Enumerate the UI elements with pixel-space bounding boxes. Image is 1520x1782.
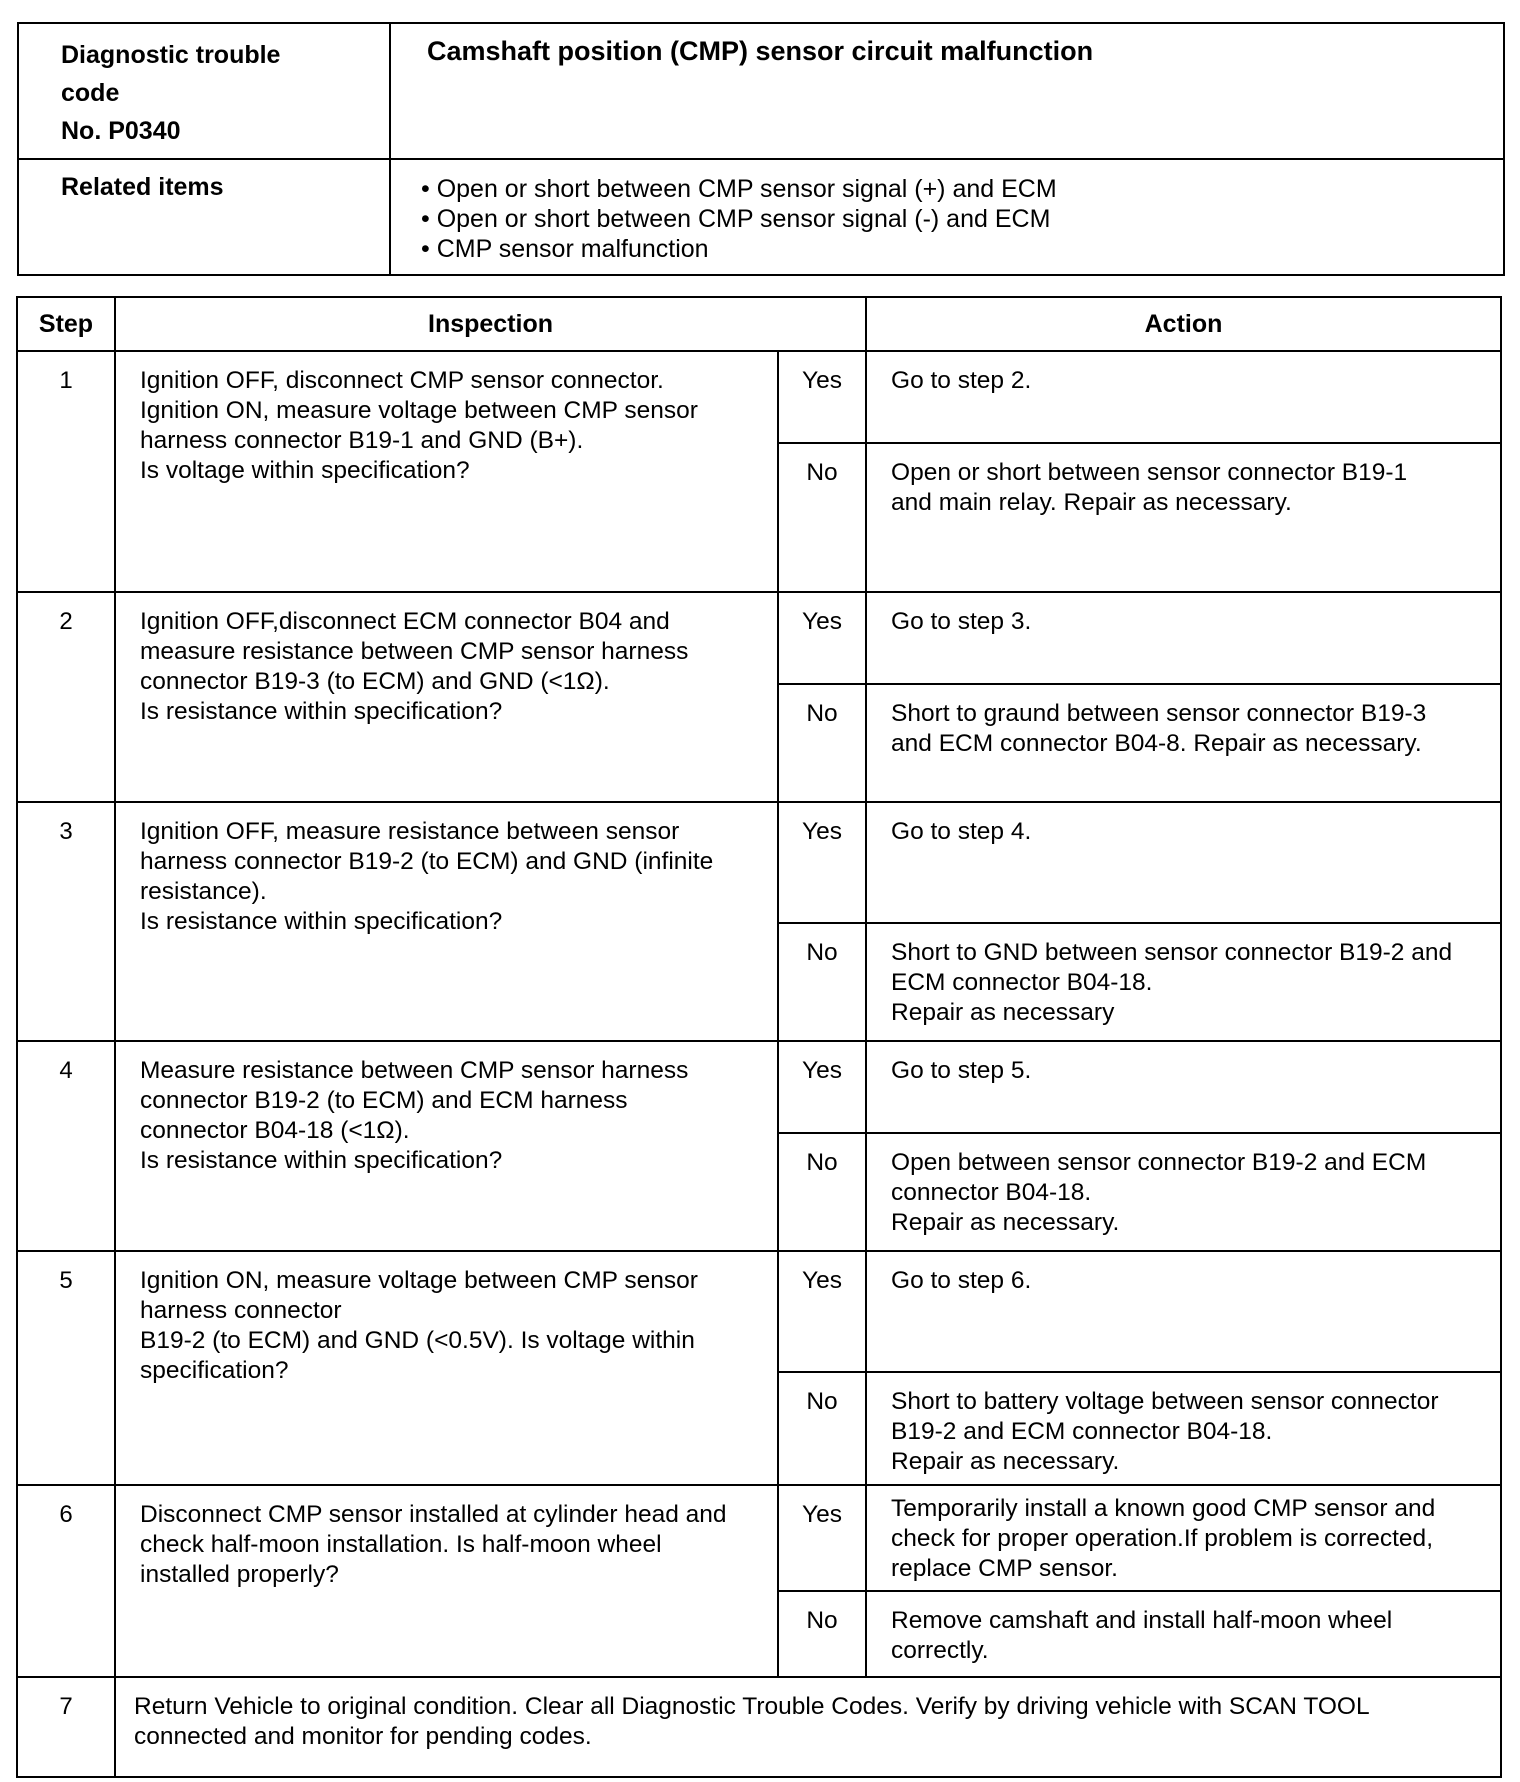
action-line: B19-2 and ECM connector B04-18.: [891, 1418, 1273, 1445]
step-number: 5: [17, 1251, 115, 1485]
yes-label: Yes: [778, 592, 866, 684]
related-items-label: Related items: [18, 159, 390, 275]
inspection-line: harness connector: [140, 1297, 342, 1324]
dtc-code-label: [18, 23, 390, 159]
no-action: [866, 923, 1501, 1041]
inspection-table: [16, 296, 1502, 1778]
no-label: No: [778, 443, 866, 592]
inspection-line: Ignition OFF,disconnect ECM connector B04 and: [140, 608, 670, 635]
yes-label: Yes: [778, 1485, 866, 1591]
yes-label: Yes: [778, 802, 866, 923]
related-item: • CMP sensor malfunction: [421, 235, 709, 263]
inspection-line: measure resistance between CMP sensor harness: [140, 638, 689, 665]
table-row: [17, 1251, 1501, 1372]
table-row: [17, 1041, 1501, 1133]
yes-action: [866, 592, 1501, 684]
dtc-label-line: No. P0340: [61, 117, 181, 145]
inspection-text: [115, 1041, 778, 1251]
yes-action: [866, 1485, 1501, 1591]
action-line: Go to step 5.: [891, 1057, 1032, 1084]
action-line: Temporarily install a known good CMP sensor and: [891, 1495, 1436, 1522]
action-line: Repair as necessary.: [891, 1209, 1120, 1236]
action-line: Repair as necessary.: [891, 1448, 1120, 1475]
table-row: [17, 351, 1501, 443]
step-number: 1: [17, 351, 115, 592]
action-line: replace CMP sensor.: [891, 1555, 1118, 1582]
no-action: [866, 443, 1501, 592]
action-line: Short to battery voltage between sensor connector: [891, 1388, 1439, 1415]
action-line: correctly.: [891, 1637, 989, 1664]
no-label: No: [778, 1591, 866, 1677]
inspection-line: Is resistance within specification?: [140, 908, 503, 935]
inspection-text: [115, 351, 778, 592]
no-action: [866, 1133, 1501, 1251]
related-item: • Open or short between CMP sensor signal (-) and ECM: [421, 205, 1051, 233]
table-row: [17, 592, 1501, 684]
column-header-action: Action: [866, 297, 1501, 351]
table-row: [17, 1677, 1501, 1777]
action-line: Short to GND between sensor connector B19-2 and: [891, 939, 1453, 966]
inspection-line: resistance).: [140, 878, 267, 905]
no-action: [866, 1591, 1501, 1677]
inspection-line: check half-moon installation. Is half-moon wheel: [140, 1531, 662, 1558]
inspection-line: installed properly?: [140, 1561, 339, 1588]
yes-action: [866, 802, 1501, 923]
inspection-line: Ignition ON, measure voltage between CMP sensor: [140, 397, 698, 424]
inspection-line: connector B19-3 (to ECM) and GND (<1Ω).: [140, 668, 610, 695]
step-number: 3: [17, 802, 115, 1041]
action-line: ECM connector B04-18.: [891, 969, 1153, 996]
table-row: [17, 802, 1501, 923]
inspection-line: B19-2 (to ECM) and GND (<0.5V). Is voltage within: [140, 1327, 695, 1354]
yes-label: Yes: [778, 1041, 866, 1133]
inspection-text: [115, 592, 778, 802]
step-number: 2: [17, 592, 115, 802]
inspection-line: connector B04-18 (<1Ω).: [140, 1117, 410, 1144]
step-number: 7: [17, 1677, 115, 1777]
inspection-line: connector B19-2 (to ECM) and ECM harness: [140, 1087, 628, 1114]
inspection-line: Ignition OFF, measure resistance between sensor: [140, 818, 680, 845]
action-line: Go to step 4.: [891, 818, 1032, 845]
yes-action: [866, 351, 1501, 443]
no-label: No: [778, 684, 866, 802]
dtc-label-line: Diagnostic trouble: [61, 41, 281, 69]
no-label: No: [778, 1133, 866, 1251]
yes-label: Yes: [778, 351, 866, 443]
inspection-line: Ignition ON, measure voltage between CMP sensor: [140, 1267, 698, 1294]
inspection-line: Is voltage within specification?: [140, 457, 470, 484]
no-label: No: [778, 1372, 866, 1485]
inspection-line: specification?: [140, 1357, 289, 1384]
action-line: connector B04-18.: [891, 1179, 1092, 1206]
step-number: 6: [17, 1485, 115, 1677]
related-item: • Open or short between CMP sensor signal (+) and ECM: [421, 175, 1057, 203]
final-step-line: Return Vehicle to original condition. Clear all Diagnostic Trouble Codes. Verify by driving vehicle with SCAN TOOL: [134, 1693, 1370, 1720]
no-action: [866, 684, 1501, 802]
dtc-label-line: code: [61, 79, 120, 107]
inspection-text: [115, 802, 778, 1041]
inspection-line: harness connector B19-1 and GND (B+).: [140, 427, 584, 454]
related-items-list: [390, 159, 1504, 275]
action-line: and main relay. Repair as necessary.: [891, 489, 1292, 516]
dtc-title: Camshaft position (CMP) sensor circuit malfunction: [390, 23, 1504, 159]
inspection-text: [115, 1485, 778, 1677]
inspection-text: [115, 1251, 778, 1485]
yes-label: Yes: [778, 1251, 866, 1372]
action-line: Short to graund between sensor connector B19-3: [891, 700, 1427, 727]
yes-action: [866, 1041, 1501, 1133]
action-line: Go to step 2.: [891, 367, 1032, 394]
action-line: Go to step 6.: [891, 1267, 1032, 1294]
inspection-line: Is resistance within specification?: [140, 698, 503, 725]
column-header-step: Step: [17, 297, 115, 351]
action-line: Open or short between sensor connector B19-1: [891, 459, 1408, 486]
inspection-line: Ignition OFF, disconnect CMP sensor connector.: [140, 367, 664, 394]
table-row: [17, 1485, 1501, 1591]
action-line: Repair as necessary: [891, 999, 1115, 1026]
dtc-header-table: [17, 22, 1505, 276]
action-line: Open between sensor connector B19-2 and ECM: [891, 1149, 1427, 1176]
inspection-line: harness connector B19-2 (to ECM) and GND (infinite: [140, 848, 714, 875]
final-step-text: [115, 1677, 1501, 1777]
inspection-line: Disconnect CMP sensor installed at cylinder head and: [140, 1501, 727, 1528]
inspection-line: Measure resistance between CMP sensor harness: [140, 1057, 689, 1084]
action-line: check for proper operation.If problem is corrected,: [891, 1525, 1433, 1552]
no-label: No: [778, 923, 866, 1041]
no-action: [866, 1372, 1501, 1485]
inspection-line: Is resistance within specification?: [140, 1147, 503, 1174]
column-header-inspection: Inspection: [115, 297, 866, 351]
action-line: Go to step 3.: [891, 608, 1032, 635]
action-line: and ECM connector B04-8. Repair as necessary.: [891, 730, 1422, 757]
final-step-line: connected and monitor for pending codes.: [134, 1723, 592, 1750]
step-number: 4: [17, 1041, 115, 1251]
yes-action: [866, 1251, 1501, 1372]
action-line: Remove camshaft and install half-moon wheel: [891, 1607, 1393, 1634]
